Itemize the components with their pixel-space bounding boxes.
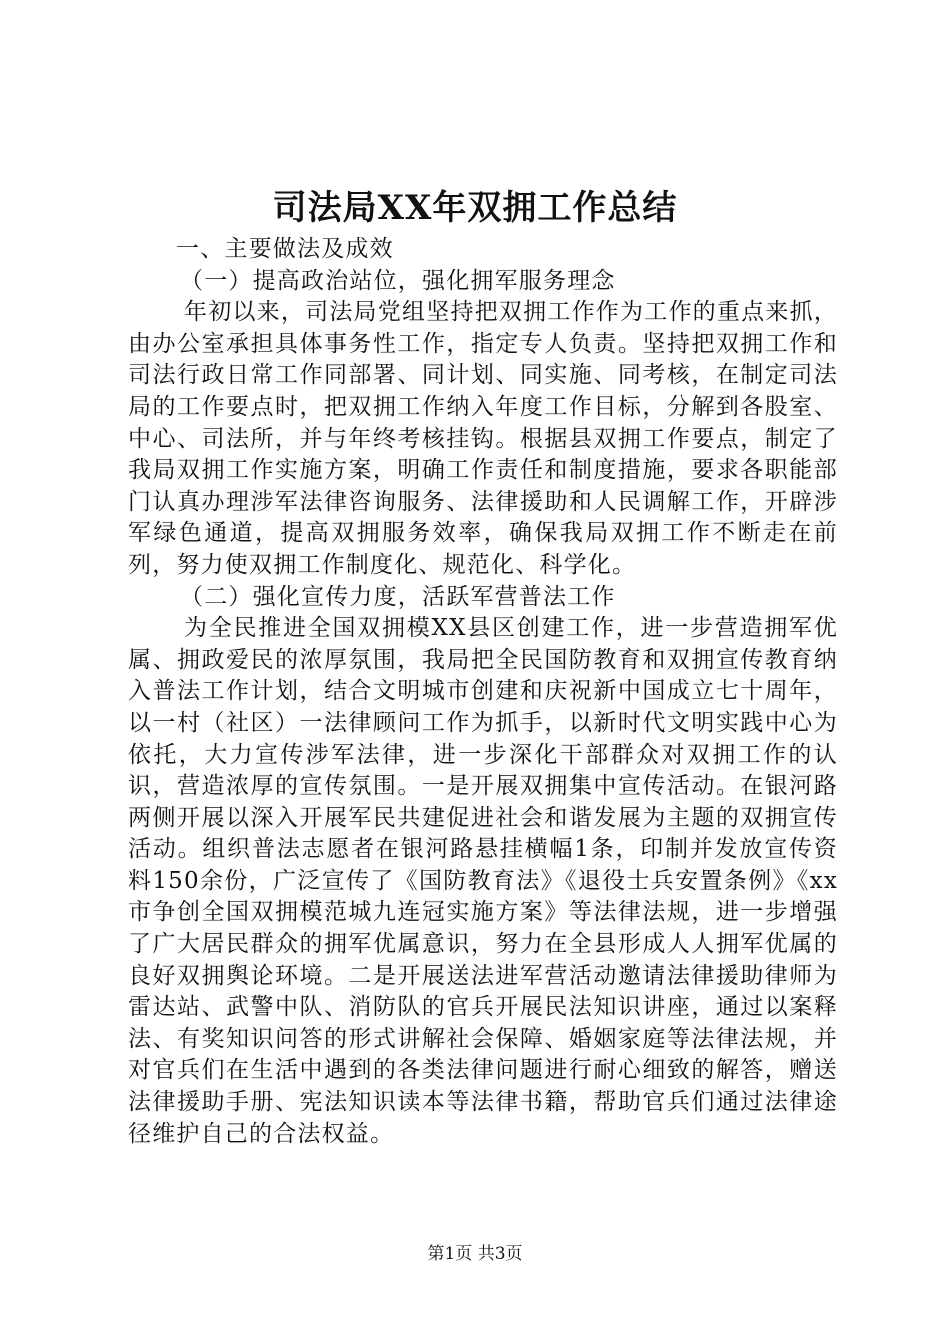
page-number-footer: 第1页 共3页 — [427, 1244, 523, 1264]
body-paragraph: 年初以来，司法局党组坚持把双拥工作作为工作的重点来抓，由办公室承担具体事务性工作，指定专人负责。坚持把双拥工作和司法行政日常工作同部署、同计划、同实施、同考核，在制定司法局的工作要点时，把双拥工作纳入年度工作目标，分解到各股室、中心、司法所，并与年终考核挂钩。根据县双拥工作要点，制定了我局双拥工作实施方案，明确工作责任和制度措施，要求各职能部门认真办理涉军法律咨询服务、法律援助和人民调解工作，开辟涉军绿色通道，提高双拥服务效率，确保我局双拥工作不断走在前列，努力使双拥工作制度化、规范化、科学化。 — [128, 299, 838, 578]
document-body — [128, 234, 838, 1150]
subsection-heading: （一）提高政治站位，强化拥军服务理念 — [180, 267, 616, 294]
document-title: 司法局XX年双拥工作总结 — [272, 188, 678, 228]
body-paragraph: 为全民推进全国双拥模XX县区创建工作，进一步营造拥军优属、拥政爱民的浓厚氛围，我局把全民国防教育和双拥宣传教育纳入普法工作计划，结合文明城市创建和庆祝新中国成立七十周年，以一村（社区）一法律顾问工作为抓手，以新时代文明实践中心为依托，大力宣传涉军法律，进一步深化干部群众对双拥工作的认识，营造浓厚的宣传氛围。一是开展双拥集中宣传活动。在银河路两侧开展以深入开展军民共建促进社会和谐发展为主题的双拥宣传活动。组织普法志愿者在银河路悬挂横幅1条，印制并发放宣传资料150余份，广泛宣传了《国防教育法》《退役士兵安置条例》《xx市争创全国双拥模范城九连冠实施方案》等法律法规，进一步增强了广大居民群众的拥军优属意识，努力在全县形成人人拥军优属的良好双拥舆论环境。二是开展送法进军营活动邀请法律援助律师为雷达站、武警中队、消防队的官兵开展民法知识讲座，通过以案释法、有奖知识问答的形式讲解社会保障、婚姻家庭等法律法规，并对官兵们在生活中遇到的各类法律问题进行耐心细致的解答，赠送法律援助手册、宪法知识读本等法律书籍，帮助官兵们通过法律途径维护自己的合法权益。 — [128, 615, 838, 1147]
subsection-heading: （二）强化宣传力度，活跃军营普法工作 — [180, 583, 616, 610]
section-heading: 一、主要做法及成效 — [176, 236, 394, 262]
